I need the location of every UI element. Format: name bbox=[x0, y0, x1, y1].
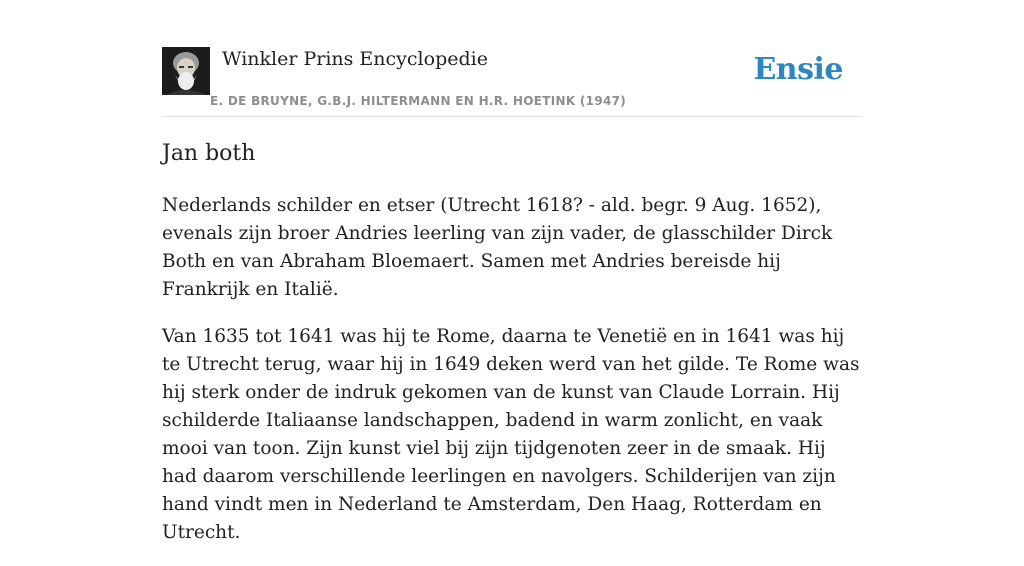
entry-paragraph: Van 1635 tot 1641 was hij te Rome, daarna te Venetië en in 1641 was hij te Utrecht terug, waar hij in 1649 deken werd van het gilde. Te Rome was hij sterk onder de indruk gekomen van de kunst van Claude Lorrain. Hij schilderde Italiaanse landschappen, badend in warm zonlicht, en vaak mooi van toon. Zijn kunst viel bij zijn tijdgenoten zeer in de smaak. Hij had daarom verschillende leerlingen en navolgers. Schilderijen van zijn hand vindt men in Nederland te Amsterdam, Den Haag, Rotterdam en Utrecht. bbox=[162, 326, 860, 543]
source-title[interactable]: Winkler Prins Encyclopedie bbox=[222, 48, 488, 70]
portrait-icon bbox=[162, 47, 210, 95]
ensie-logo[interactable]: Ensie bbox=[753, 52, 843, 87]
source-header bbox=[162, 46, 862, 117]
entry-paragraph: Nederlands schilder en etser (Utrecht 1618? - ald. begr. 9 Aug. 1652), evenals zijn broer Andries leerling van zijn vader, de glasschilder Dirck Both en van Abraham Bloemaert. Samen met Andries bereisde hij Frankrijk en Italië. bbox=[162, 195, 833, 300]
entry-title: Jan both bbox=[162, 141, 256, 166]
source-authors: E. DE BRUYNE, G.B.J. HILTERMANN EN H.R. HOETINK (1947) bbox=[210, 94, 627, 108]
author-avatar[interactable] bbox=[162, 47, 210, 95]
entry-body bbox=[162, 192, 862, 566]
